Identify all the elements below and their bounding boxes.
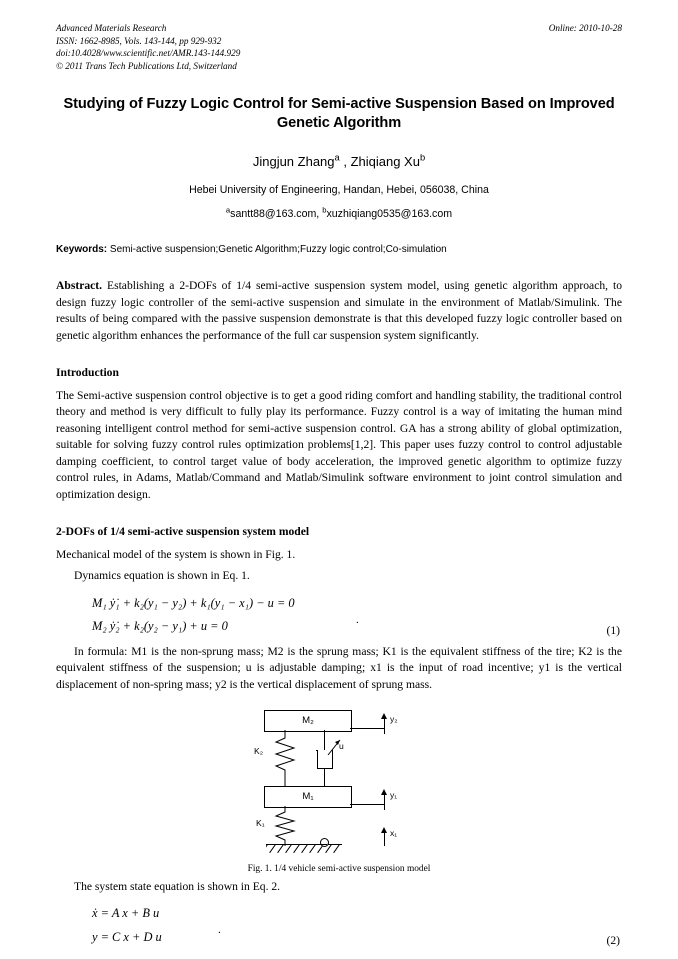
equation-1-number: (1) (606, 623, 620, 637)
mass-m2-box (264, 710, 352, 732)
spring-k2-icon (274, 730, 296, 786)
equation-2-line-2: y = C x + D u (92, 929, 162, 944)
equation-1-period: . (356, 613, 359, 626)
equation-1-line-2: M₂ ẏ̇₂ + k₂(y₂ − y₁) + u = 0 (92, 619, 228, 634)
author-2-sup: b (419, 152, 426, 163)
y1-label: y₁ (390, 789, 398, 800)
introduction-paragraph: The Semi-active suspension control objective is to get a good riding comfort and handling stability, the traditional control theory and method is very difficult to fully play its performance. Fuzzy control is a way of imitating the human mind reasoning intelligent control method for semi-active suspension control. GA has a strong ability of global optimization, suitable for solving fuzzy control rules optimization problems[1,2]. This paper uses fuzzy control to control adjustable damping coefficient, to control target value of body acceleration, the improved genetic algorithm to optimize fuzzy control rules, in Adams, Matlab/Command and Matlab/Simulink software environment to joint control simulation and optimization design. (56, 388, 622, 502)
model-paragraph-1: Mechanical model of the system is shown in Fig. 1. (56, 547, 296, 561)
y2-arrow-head (381, 713, 387, 719)
spring-k1-label: K₁ (256, 817, 265, 828)
y2-arrow-shaft (384, 718, 385, 734)
issn-line: ISSN: 1662-8985, Vols. 143-144, pp 929-932 (56, 35, 222, 46)
x1-arrow-shaft (384, 832, 385, 846)
keywords-label: Keywords: (56, 244, 108, 256)
section-heading-model: 2-DOFs of 1/4 semi-active suspension system model (56, 524, 310, 538)
x1-label: x₁ (390, 827, 398, 838)
email-1-sup: a (225, 205, 231, 215)
state-equation-paragraph: The system state equation is shown in Eq. 2. (74, 879, 281, 893)
y1-leader-line (350, 804, 384, 805)
ground-wheel-circle (320, 838, 329, 847)
equation-2-line-1: ẋ = A x + B u (92, 906, 160, 921)
spring-k2-label: K₂ (254, 745, 264, 756)
author-1-name: Jingjun Zhang (252, 154, 335, 170)
x1-arrow-head (381, 827, 387, 833)
abstract-text: Establishing a 2-DOFs of 1/4 semi-active suspension system model, using genetic algorithm approach, to design fuzzy logic controller of the semi-active suspension and simulate in the environment of Matlab/Simulink. The results of being compared with the passive suspension demonstrate is that this developed fuzzy logic controller based on genetic algorithm enhances the performance of the full car suspension system significantly. (56, 279, 622, 342)
equation-2-block (56, 902, 622, 949)
figure-1-wrapper (56, 708, 622, 860)
affiliation: Hebei University of Engineering, Handan, Hebei, 056038, China (189, 184, 489, 197)
equation-1-line-1: M₁ ẏ̇₁ + k₂(y₁ − y₂) + k₁(y₁ − x₁) − u = 0 (92, 595, 295, 610)
email-1: santt88@163.com, (230, 208, 320, 221)
author-2-name: Zhiqiang Xu (350, 154, 420, 170)
mass-m1-box (264, 786, 352, 808)
equation-1-block (56, 592, 622, 639)
email-2: xuzhiqiang0535@163.com (326, 208, 453, 221)
damper-u-label: u (339, 740, 344, 751)
keywords-value: Semi-active suspension;Genetic Algorithm;Fuzzy logic control;Co-simulation (107, 244, 447, 256)
keywords-line (56, 244, 622, 255)
figure-1-caption: Fig. 1. 1/4 vehicle semi-active suspension model (247, 863, 431, 874)
equation-2-period: . (218, 924, 221, 937)
online-date: Online: 2010-10-28 (548, 23, 622, 33)
author-1-sup: a (334, 152, 340, 163)
email-2-sup: b (322, 205, 327, 215)
email-line (56, 205, 622, 221)
damper-rod-upper (324, 730, 325, 750)
figure-1-diagram (224, 708, 454, 860)
author-line (56, 154, 622, 169)
journal-name: Advanced Materials Research (56, 23, 167, 33)
equation-2-number: (2) (606, 934, 620, 948)
ground-line (282, 844, 327, 845)
y1-arrow-head (381, 789, 387, 795)
spring-k1-icon (274, 806, 296, 846)
mass-m1-label: M₁ (302, 790, 314, 802)
damper-rod-lower (324, 768, 325, 786)
copyright-line: © 2011 Trans Tech Publications Ltd, Switzerland (56, 61, 237, 72)
page-title: Studying of Fuzzy Logic Control for Semi-active Suspension Based on Improved Genetic Algorithm (63, 95, 615, 131)
abstract-label: Abstract. (56, 279, 103, 293)
y2-label: y₂ (390, 713, 398, 724)
section-heading-introduction: Introduction (56, 365, 119, 379)
page-header (56, 22, 622, 73)
y1-arrow-shaft (384, 794, 385, 810)
author-separator: , (339, 154, 351, 170)
formula-explanation: In formula: M1 is the non-sprung mass; M2 is the sprung mass; K1 is the equivalent stiffness of the tire; K2 is the equivalent stiffness of the suspension; u is adjustable damping; x1 is the input of road incentive; y1 is the vertical displacement of non-spring mass; y2 is the vertical displacement of sprung mass. (56, 644, 622, 692)
y2-leader-line (350, 728, 384, 729)
mass-m2-label: M₂ (302, 714, 314, 726)
doi-line: doi:10.4028/www.scientific.net/AMR.143-144.929 (56, 48, 241, 59)
ground-hatching (266, 844, 342, 853)
header-left-block (56, 22, 481, 73)
abstract-paragraph (56, 278, 622, 344)
model-paragraph-2: Dynamics equation is shown in Eq. 1. (74, 569, 250, 583)
